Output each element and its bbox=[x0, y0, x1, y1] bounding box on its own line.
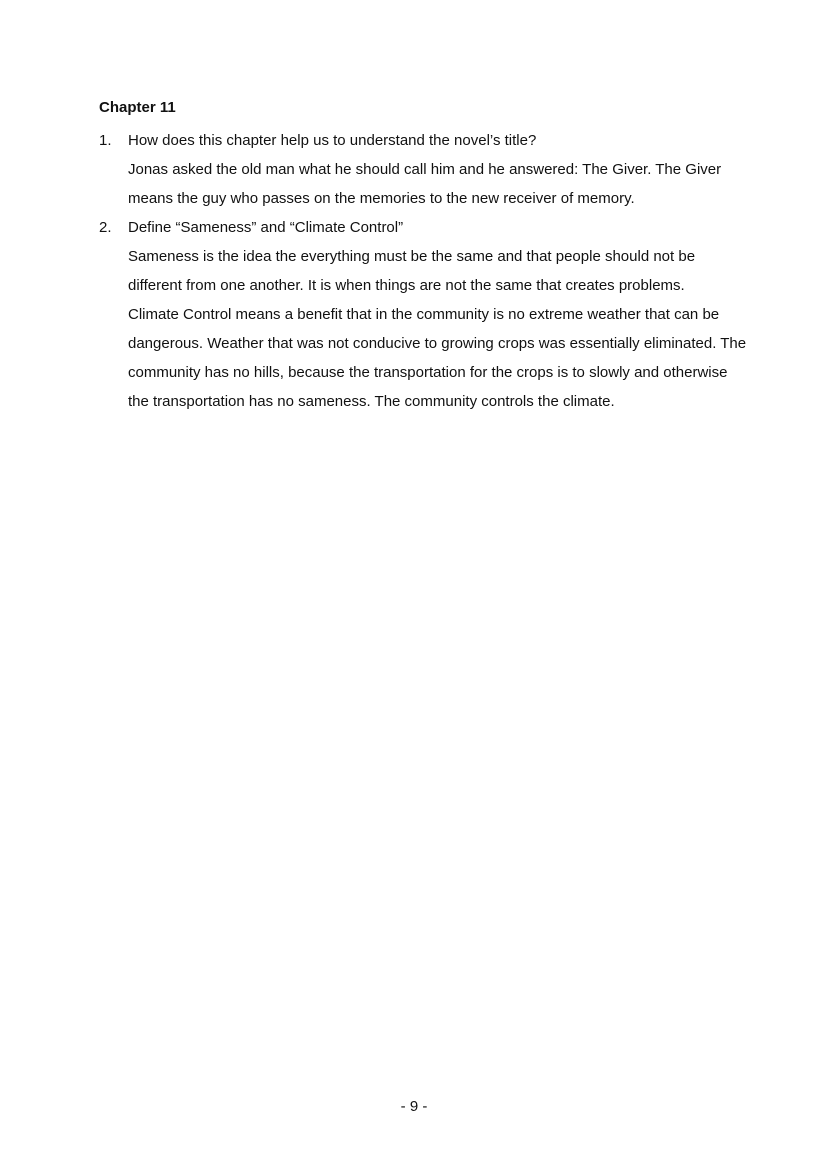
question-item-2 bbox=[99, 213, 749, 416]
question-number: 1. bbox=[99, 132, 112, 149]
question-item-1 bbox=[99, 126, 749, 213]
answer-paragraph: Jonas asked the old man what he should call him and he answered: The Giver. The Giver means the guy who passes on the memories to the new receiver of memory. bbox=[128, 161, 722, 207]
question-number: 2. bbox=[99, 219, 112, 236]
page-number: - 9 - bbox=[400, 1098, 428, 1115]
question-list bbox=[99, 126, 749, 416]
answer-paragraph: Climate Control means a benefit that in the community is no extreme weather that can be dangerous. Weather that was not conducive to growing crops was essentially eliminated. The community has no hills, because the transportation for the crops is to slowly and otherwise the transportation has no sameness. The community controls the climate. bbox=[128, 306, 747, 410]
question-text: Define “Sameness” and “Climate Control” bbox=[128, 219, 404, 236]
question-text: How does this chapter help us to understand the novel’s title? bbox=[128, 132, 537, 149]
chapter-heading: Chapter 11 bbox=[99, 99, 176, 116]
answer-paragraph: Sameness is the idea the everything must be the same and that people should not be different from one another. It is when things are not the same that creates problems. bbox=[128, 248, 696, 294]
